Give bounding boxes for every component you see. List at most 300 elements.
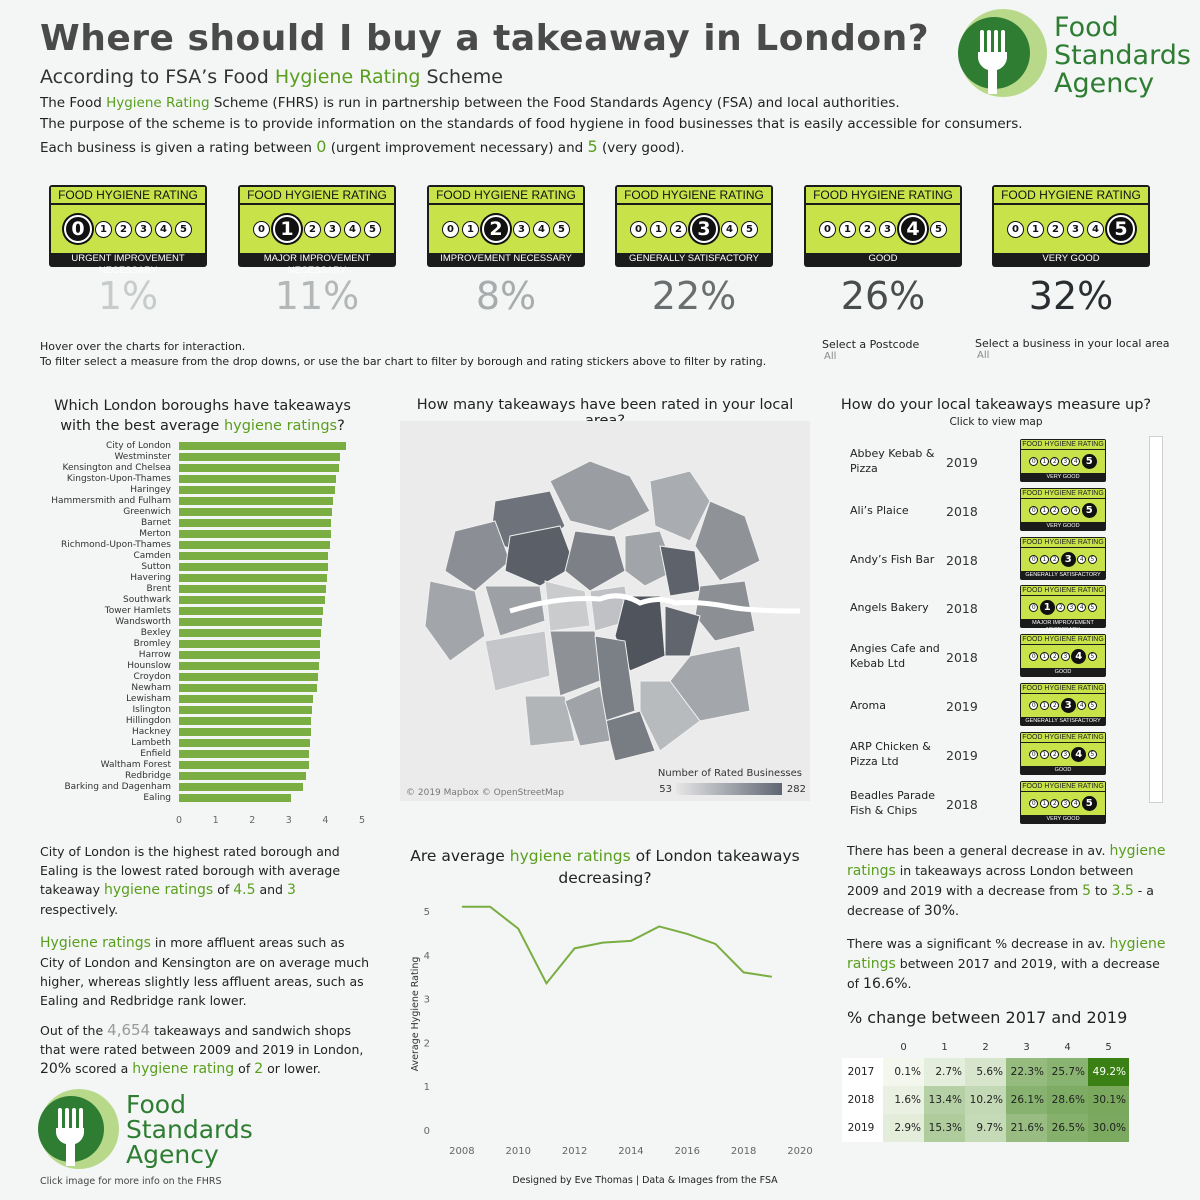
trend-point[interactable] xyxy=(656,923,662,929)
x-axis-tick: 5 xyxy=(359,815,366,826)
scale-number: 5 xyxy=(1088,555,1097,564)
borough-bar[interactable] xyxy=(179,695,313,703)
borough-bar[interactable] xyxy=(179,761,309,769)
scale-number: 5 xyxy=(1088,750,1097,759)
bar-label: Camden xyxy=(133,551,171,561)
heatmap-column-header: 1 xyxy=(941,1041,948,1053)
bar-label: Brent xyxy=(146,584,171,594)
trend-point[interactable] xyxy=(600,940,606,946)
highlight: Hygiene ratings xyxy=(40,935,151,951)
scale-number: 0 xyxy=(819,221,836,238)
fork-icon xyxy=(38,1088,120,1170)
business-year: 2018 xyxy=(946,503,978,519)
map-credit: © 2019 Mapbox © OpenStreetMap xyxy=(406,788,564,798)
borough-bar[interactable] xyxy=(179,794,291,802)
business-year: 2019 xyxy=(946,455,978,470)
rating-percentage-5: 32% xyxy=(1028,274,1114,318)
borough-bar[interactable] xyxy=(179,508,332,516)
heatmap-cell[interactable]: 21.6% xyxy=(1006,1114,1047,1142)
bar-label: Islington xyxy=(132,705,171,715)
business-list[interactable] xyxy=(840,437,1140,822)
trend-point[interactable] xyxy=(543,980,549,986)
x-axis-tick: 2012 xyxy=(561,1146,588,1157)
scale-number: 3 xyxy=(135,221,152,238)
scale-number: 1 xyxy=(1040,555,1049,564)
trend-point[interactable] xyxy=(741,969,747,975)
heatmap-cell[interactable]: 26.1% xyxy=(1006,1086,1047,1114)
local-panel-title: How do your local takeaways measure up? xyxy=(840,397,1152,413)
rating-trend-line-chart[interactable] xyxy=(400,890,820,1165)
heatmap-cell[interactable]: 26.5% xyxy=(1047,1114,1088,1142)
borough-bar[interactable] xyxy=(179,563,328,571)
borough-bar[interactable] xyxy=(179,497,333,505)
borough-bar[interactable] xyxy=(179,662,319,670)
y-axis-tick: 0 xyxy=(423,1126,430,1137)
text: and xyxy=(255,882,287,897)
borough-shape xyxy=(565,531,625,591)
logo-line-2: Standards xyxy=(1054,40,1191,71)
rating-percentage-2: 8% xyxy=(475,274,537,318)
trend-line[interactable] xyxy=(462,907,772,984)
text: . xyxy=(907,976,912,991)
borough-bar[interactable] xyxy=(179,541,330,549)
scale-number: 1 xyxy=(1027,221,1044,238)
borough-shape xyxy=(505,526,575,586)
borough-bar[interactable] xyxy=(179,673,318,681)
sticker-header: FOOD HYGIENE RATING xyxy=(1022,636,1104,644)
heatmap-cell[interactable]: 13.4% xyxy=(924,1086,965,1114)
heatmap-cell[interactable]: 28.6% xyxy=(1047,1086,1088,1114)
hover-note: Hover over the charts for interaction. xyxy=(40,340,246,353)
y-axis-label: Average Hygiene Rating xyxy=(410,956,421,1072)
scale-number: 2 xyxy=(1050,701,1059,710)
business-year: 2018 xyxy=(946,552,978,568)
borough-bar[interactable] xyxy=(179,464,339,472)
heatmap-row xyxy=(842,1058,1129,1086)
borough-shape xyxy=(425,581,485,661)
highlight: hygiene ratings xyxy=(103,882,214,898)
logo-line-2: Standards xyxy=(126,1115,253,1144)
scale-number: 2 xyxy=(1050,457,1059,466)
borough-bar[interactable] xyxy=(179,618,322,626)
postcode-filter[interactable] xyxy=(822,338,972,362)
decrease-summary xyxy=(847,841,1167,921)
scale-number: 3 xyxy=(1061,506,1070,515)
sticker-label: GENERALLY SATISFACTORY xyxy=(1025,571,1101,578)
sticker-scale xyxy=(1021,596,1105,619)
borough-bar[interactable] xyxy=(179,442,346,450)
business-year: 2018 xyxy=(946,796,978,812)
scale-number: 2 xyxy=(859,221,876,238)
bar-label: Hounslow xyxy=(127,661,171,671)
map-legend-min: 53 xyxy=(659,784,672,795)
borough-bar[interactable] xyxy=(179,486,335,494)
heatmap-cell[interactable]: 49.2% xyxy=(1088,1058,1129,1086)
business-dropdown[interactable]: All xyxy=(977,350,990,361)
scale-number: 0 xyxy=(1029,457,1038,466)
business-year: 2018 xyxy=(946,650,978,666)
borough-shape xyxy=(665,606,700,656)
borough-bar[interactable] xyxy=(179,783,303,791)
x-axis-tick: 2 xyxy=(249,815,256,826)
logo-text xyxy=(126,1092,253,1167)
borough-bar[interactable] xyxy=(179,651,320,659)
scale-number: 2 xyxy=(1047,221,1064,238)
bar-label: Bexley xyxy=(140,628,171,638)
heatmap-row xyxy=(842,1114,1129,1142)
heatmap-column-header: 4 xyxy=(1064,1041,1071,1053)
heatmap-cell[interactable]: 22.3% xyxy=(1006,1058,1047,1086)
scale-number: 2 xyxy=(1050,652,1059,661)
sticker-label: VERY GOOD xyxy=(1042,253,1100,264)
bar-label: Newham xyxy=(131,683,171,693)
map-title: How many takeaways have been rated in your local xyxy=(416,397,794,413)
borough-bar[interactable] xyxy=(179,772,306,780)
subtitle-text: According to FSA’s Food xyxy=(40,66,275,88)
bar-label: Haringey xyxy=(130,485,171,495)
text: There has been a general decrease in av. xyxy=(847,843,1110,858)
trend-point[interactable] xyxy=(684,931,690,937)
sticker-scale xyxy=(240,205,394,253)
borough-bar[interactable] xyxy=(179,640,320,648)
trend-point[interactable] xyxy=(769,974,775,980)
borough-bar[interactable] xyxy=(179,596,325,604)
heatmap-row-header: 2019 xyxy=(842,1114,883,1142)
bar-label: Kensington and Chelsea xyxy=(62,463,171,473)
bar-label: Richmond-Upon-Thames xyxy=(61,540,171,550)
business-rating-sticker xyxy=(1020,585,1106,634)
text: There was a significant % decrease in av. xyxy=(847,936,1110,951)
heatmap-column-header: 5 xyxy=(1105,1041,1112,1053)
x-axis-tick: 2014 xyxy=(618,1146,644,1157)
business-list-scrollbar[interactable] xyxy=(1149,436,1163,803)
borough-bar-chart[interactable] xyxy=(0,440,400,830)
london-choropleth-map[interactable] xyxy=(400,421,810,801)
sticker-header: FOOD HYGIENE RATING xyxy=(1022,489,1104,497)
scale-number: 2 xyxy=(304,221,321,238)
heatmap-cell[interactable]: 25.7% xyxy=(1047,1058,1088,1086)
trend-point[interactable] xyxy=(572,945,578,951)
intro-five: 5 xyxy=(587,137,598,156)
scale-number: 1 xyxy=(1040,750,1049,759)
rating-percentage-4: 26% xyxy=(840,274,926,318)
sticker-scale xyxy=(617,205,771,253)
borough-bar[interactable] xyxy=(179,607,323,615)
heatmap-cell[interactable]: 10.2% xyxy=(965,1086,1006,1114)
business-rating-sticker xyxy=(1020,634,1106,677)
bar-label: Wandsworth xyxy=(115,617,171,627)
count-value: 4,654 xyxy=(107,1021,151,1039)
business-label: Select a business in your local area xyxy=(975,337,1170,350)
bar-label: Ealing xyxy=(143,793,171,803)
bar-label: Lewisham xyxy=(126,694,171,704)
sticker-header: FOOD HYGIENE RATING xyxy=(617,187,771,203)
scale-number: 5 xyxy=(1088,652,1097,661)
business-rating-sticker xyxy=(1020,683,1106,726)
scale-number: 1 xyxy=(1040,701,1049,710)
borough-bar[interactable] xyxy=(179,519,331,527)
scale-number: 1 xyxy=(95,221,112,238)
scale-number: 4 xyxy=(1077,701,1086,710)
rating-sticker-0[interactable] xyxy=(49,185,207,276)
title-text: Which London boroughs have takeaways with the best average xyxy=(54,398,351,434)
business-year: 2018 xyxy=(946,601,978,617)
count-summary xyxy=(40,1021,370,1079)
borough-bar[interactable] xyxy=(179,574,327,582)
scale-number: 4 xyxy=(1071,799,1080,808)
trend-point[interactable] xyxy=(515,926,521,932)
pct-value: 30% xyxy=(923,903,956,919)
sticker-label: VERY GOOD xyxy=(1046,474,1080,480)
trend-point[interactable] xyxy=(628,938,634,944)
scale-number: 5 xyxy=(1107,215,1135,243)
intro-text: (very good). xyxy=(597,140,685,156)
sticker-label: MAJOR IMPROVEMENT NECESSARY xyxy=(263,253,371,276)
x-axis-tick: 2008 xyxy=(449,1146,475,1157)
sticker-label: GOOD xyxy=(1054,669,1072,676)
scale-number: 1 xyxy=(462,221,479,238)
borough-shape xyxy=(695,501,760,581)
business-rating-sticker xyxy=(1020,439,1106,482)
page-title: Where should I buy a takeaway in London? xyxy=(40,18,930,59)
heatmap-cell[interactable]: 5.6% xyxy=(965,1058,1006,1086)
heatmap-column-header: 3 xyxy=(1023,1041,1030,1053)
sticker-header: FOOD HYGIENE RATING xyxy=(994,187,1148,203)
business-filter[interactable] xyxy=(975,337,1175,361)
intro-line-2: The purpose of the scheme is to provide information on the standards of food hygiene in food businesses that is easily accessible for consumers. xyxy=(40,116,1023,132)
x-axis-tick: 3 xyxy=(285,815,292,826)
scale-number: 5 xyxy=(553,221,570,238)
rating-sticker-5[interactable] xyxy=(992,185,1150,267)
sticker-header: FOOD HYGIENE RATING xyxy=(240,187,394,203)
business-rating-sticker xyxy=(1020,537,1106,580)
bar-label: Barnet xyxy=(140,518,171,528)
highlight: hygiene rating xyxy=(132,1061,235,1077)
text: respectively. xyxy=(40,902,119,917)
x-axis-tick: 2018 xyxy=(730,1146,757,1157)
intro-zero: 0 xyxy=(316,137,327,156)
text: between 2017 and 2019, with a decrease of xyxy=(847,956,1160,991)
heatmap-cell[interactable]: 0.1% xyxy=(883,1058,924,1086)
borough-bar[interactable] xyxy=(179,552,328,560)
sticker-scale xyxy=(1021,499,1105,522)
borough-bar[interactable] xyxy=(179,739,310,747)
logo-text xyxy=(1054,14,1191,98)
scale-number: 1 xyxy=(1040,799,1049,808)
map-legend-gradient xyxy=(676,783,782,795)
business-row[interactable] xyxy=(848,585,1128,633)
highlight-value: 3.5 xyxy=(1111,883,1134,899)
scale-number: 3 xyxy=(690,215,718,243)
text: of xyxy=(213,882,234,897)
scale-number: 5 xyxy=(1088,603,1097,612)
borough-summary xyxy=(40,842,370,919)
trend-point[interactable] xyxy=(487,904,493,910)
logo-caption: Click image for more info on the FHRS xyxy=(40,1176,222,1187)
text: or lower. xyxy=(263,1061,321,1076)
scale-number: 0 xyxy=(630,221,647,238)
intro-line-3 xyxy=(40,137,685,156)
map-svg xyxy=(400,421,810,801)
filter-note: To filter select a measure from the drop downs, or use the bar chart to filter by borough and rating stickers above to filter by rating. xyxy=(40,355,767,368)
scale-number: 2 xyxy=(1050,799,1059,808)
business-row[interactable] xyxy=(848,537,1128,585)
bar-label: Sutton xyxy=(141,562,171,572)
sticker-scale xyxy=(1021,645,1105,668)
trend-point[interactable] xyxy=(459,904,465,910)
title-highlight: hygiene ratings xyxy=(223,418,338,434)
postcode-dropdown[interactable]: All xyxy=(824,351,837,362)
text: of xyxy=(234,1061,255,1076)
intro-highlight: Hygiene Rating xyxy=(106,95,210,111)
borough-shape xyxy=(485,631,550,691)
scale-number: 4 xyxy=(1077,603,1086,612)
business-row[interactable] xyxy=(848,634,1128,682)
scale-number: 3 xyxy=(324,221,341,238)
business-name: Aroma xyxy=(850,699,886,712)
borough-bar[interactable] xyxy=(179,706,312,714)
trend-point[interactable] xyxy=(712,941,718,947)
title-text-end: ? xyxy=(337,418,345,434)
borough-bar[interactable] xyxy=(179,684,317,692)
logo-line-1: Food xyxy=(1054,12,1119,43)
rating-percentage-1: 11% xyxy=(274,274,360,318)
x-axis-tick: 2016 xyxy=(674,1146,701,1157)
borough-bar[interactable] xyxy=(179,585,326,593)
business-row[interactable] xyxy=(848,683,1128,731)
text: - a decrease of xyxy=(847,883,1154,918)
scale-number: 3 xyxy=(513,221,530,238)
recent-decrease-summary xyxy=(847,934,1167,994)
bar-label: Greenwich xyxy=(123,507,171,517)
business-rating-sticker xyxy=(1020,781,1106,824)
text: in takeaways across London between 2009 and 2019 with a decrease from xyxy=(847,863,1134,898)
bar-label: Westminster xyxy=(114,452,171,462)
heatmap-corner xyxy=(842,1036,883,1058)
heatmap-cell[interactable]: 30.1% xyxy=(1088,1086,1129,1114)
bar-label: Enfield xyxy=(140,749,171,759)
sticker-scale xyxy=(1021,792,1105,815)
x-axis-tick: 4 xyxy=(322,815,329,826)
title-text-end: of London takeaways decreasing? xyxy=(558,847,800,887)
borough-shape xyxy=(660,546,700,596)
bar-label: Redbridge xyxy=(125,771,171,781)
scale-number: 3 xyxy=(1061,799,1070,808)
bar-label: Barking and Dagenham xyxy=(64,782,171,792)
bar-label: Merton xyxy=(139,529,171,539)
business-name: Angels Bakery xyxy=(850,601,929,615)
scale-number: 5 xyxy=(930,221,947,238)
scale-number: 5 xyxy=(1082,796,1097,811)
scale-number: 4 xyxy=(899,215,927,243)
bar-label: Harrow xyxy=(138,650,171,660)
borough-bar[interactable] xyxy=(179,453,340,461)
business-row[interactable] xyxy=(848,781,1128,829)
intro-text: Each business is given a rating between xyxy=(40,140,317,156)
x-axis-tick: 2010 xyxy=(505,1146,531,1157)
borough-bar[interactable] xyxy=(179,728,311,736)
sticker-header: FOOD HYGIENE RATING xyxy=(429,187,583,203)
rating-sticker-4[interactable] xyxy=(804,185,962,267)
sticker-label: GOOD xyxy=(1054,766,1072,773)
business-rating-sticker xyxy=(1020,732,1106,775)
fsa-logo[interactable] xyxy=(958,8,1191,99)
map-legend-title: Number of Rated Businesses xyxy=(657,768,802,779)
scale-number: 0 xyxy=(1029,701,1038,710)
borough-bar[interactable] xyxy=(179,750,309,758)
heatmap-cell[interactable]: 2.9% xyxy=(883,1114,924,1142)
borough-bar[interactable] xyxy=(179,530,331,538)
bar-label: City of London xyxy=(105,441,171,451)
heatmap-cell[interactable]: 15.3% xyxy=(924,1114,965,1142)
bar-label: Kingston-Upon-Thames xyxy=(66,474,171,484)
postcode-label: Select a Postcode xyxy=(822,338,920,351)
business-year: 2019 xyxy=(946,747,978,763)
x-axis-tick: 2020 xyxy=(787,1146,813,1157)
map-legend-max: 282 xyxy=(786,784,806,795)
local-panel-subtitle: Click to view map xyxy=(949,416,1043,428)
fork-icon xyxy=(958,8,1048,98)
scale-number: 1 xyxy=(273,215,301,243)
borough-bar[interactable] xyxy=(179,475,336,483)
fsa-logo-bottom[interactable] xyxy=(38,1088,258,1172)
business-name: Andy’s Fish Bar xyxy=(850,552,935,566)
heatmap-title: % change between 2017 and 2019 xyxy=(847,1008,1128,1027)
text: to xyxy=(1091,883,1112,898)
heatmap-cell[interactable]: 30.0% xyxy=(1088,1114,1129,1142)
rating-sticker-3[interactable] xyxy=(615,185,773,267)
heatmap-cell[interactable]: 2.7% xyxy=(924,1058,965,1086)
y-axis-tick: 3 xyxy=(423,994,430,1006)
rating-sticker-2[interactable] xyxy=(427,185,585,267)
bar-label: Hammersmith and Fulham xyxy=(51,496,171,506)
scale-number: 2 xyxy=(1050,750,1059,759)
sticker-header: FOOD HYGIENE RATING xyxy=(51,187,205,203)
scale-number: 1 xyxy=(1040,600,1055,615)
bar-label: Havering xyxy=(130,573,171,583)
bar-label: Hackney xyxy=(131,727,171,737)
highlight: hygiene ratings xyxy=(847,843,1166,879)
business-name: ARP Chicken & Pizza Ltd xyxy=(850,739,931,768)
heatmap-cell[interactable]: 1.6% xyxy=(883,1086,924,1114)
scale-number: 3 xyxy=(1067,221,1084,238)
borough-chart-title xyxy=(40,396,365,436)
bar-label: Tower Hamlets xyxy=(104,606,171,616)
scale-number: 3 xyxy=(1061,552,1076,567)
text: City of London is the highest rated borough and Ealing is the lowest rated borough with average takeaway xyxy=(40,844,341,897)
page-subtitle xyxy=(40,66,503,88)
business-row[interactable] xyxy=(848,439,1128,487)
sticker-label: GOOD xyxy=(868,253,898,264)
sticker-scale xyxy=(1021,743,1105,766)
sticker-header: FOOD HYGIENE RATING xyxy=(1022,538,1104,546)
percent-change-heatmap[interactable] xyxy=(842,1036,1129,1142)
borough-bar[interactable] xyxy=(179,717,311,725)
highlight-value: 2 xyxy=(254,1061,264,1077)
sticker-label: GENERALLY SATISFACTORY xyxy=(1025,718,1101,724)
bar-label: Hillingdon xyxy=(125,716,171,726)
scale-number: 4 xyxy=(721,221,738,238)
sticker-label: VERY GOOD xyxy=(1046,522,1080,529)
business-row[interactable] xyxy=(848,732,1128,780)
borough-bar[interactable] xyxy=(179,629,321,637)
rating-sticker-1[interactable] xyxy=(238,185,396,276)
heatmap-cell[interactable]: 9.7% xyxy=(965,1114,1006,1142)
scale-number: 0 xyxy=(1029,603,1038,612)
scale-number: 4 xyxy=(1071,747,1086,762)
business-row[interactable] xyxy=(848,488,1128,536)
logo-line-3: Agency xyxy=(126,1140,219,1169)
